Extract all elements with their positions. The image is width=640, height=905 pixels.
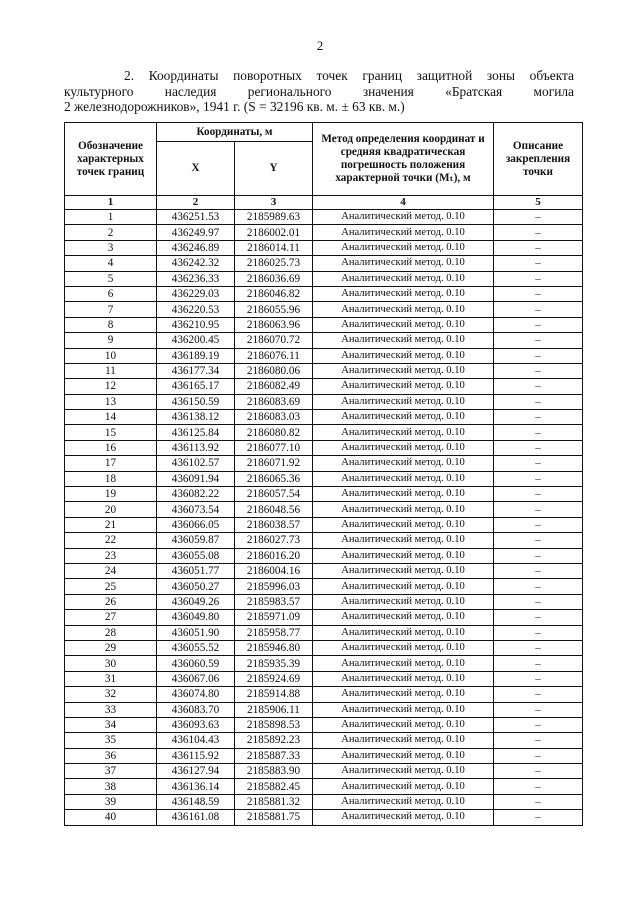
x-coordinate-cell: 436093.63	[157, 717, 235, 732]
table-row	[65, 517, 583, 532]
y-coordinate-cell: 2185883.90	[235, 764, 313, 779]
x-coordinate-cell: 436102.57	[157, 456, 235, 471]
method-cell: Аналитический метод. 0.10	[313, 440, 494, 455]
point-number-cell: 25	[65, 579, 157, 594]
table-row	[65, 348, 583, 363]
y-coordinate-cell: 2186057.54	[235, 487, 313, 502]
description-cell: –	[494, 271, 583, 286]
table-row	[65, 286, 583, 301]
y-coordinate-cell: 2185887.33	[235, 748, 313, 763]
y-coordinate-cell: 2186070.72	[235, 333, 313, 348]
method-cell: Аналитический метод. 0.10	[313, 348, 494, 363]
description-cell: –	[494, 240, 583, 255]
point-number-cell: 33	[65, 702, 157, 717]
y-coordinate-cell: 2186083.03	[235, 410, 313, 425]
x-coordinate-cell: 436074.80	[157, 687, 235, 702]
table-row	[65, 456, 583, 471]
description-cell: –	[494, 702, 583, 717]
table-row	[65, 610, 583, 625]
description-cell: –	[494, 379, 583, 394]
point-number-cell: 37	[65, 764, 157, 779]
point-number-cell: 26	[65, 594, 157, 609]
x-coordinate-cell: 436177.34	[157, 363, 235, 378]
y-coordinate-cell: 2185924.69	[235, 671, 313, 686]
description-cell: –	[494, 317, 583, 332]
header-y: Y	[235, 142, 313, 196]
point-number-cell: 32	[65, 687, 157, 702]
table-row	[65, 379, 583, 394]
method-cell: Аналитический метод. 0.10	[313, 256, 494, 271]
x-coordinate-cell: 436161.08	[157, 810, 235, 825]
description-cell: –	[494, 671, 583, 686]
y-coordinate-cell: 2186077.10	[235, 440, 313, 455]
point-number-cell: 8	[65, 317, 157, 332]
point-number-cell: 19	[65, 487, 157, 502]
y-coordinate-cell: 2186048.56	[235, 502, 313, 517]
y-coordinate-cell: 2186082.49	[235, 379, 313, 394]
point-number-cell: 23	[65, 548, 157, 563]
description-cell: –	[494, 456, 583, 471]
y-coordinate-cell: 2186071.92	[235, 456, 313, 471]
description-cell: –	[494, 487, 583, 502]
x-coordinate-cell: 436055.08	[157, 548, 235, 563]
y-coordinate-cell: 2186055.96	[235, 302, 313, 317]
header-x: X	[157, 142, 235, 196]
x-coordinate-cell: 436051.90	[157, 625, 235, 640]
method-cell: Аналитический метод. 0.10	[313, 579, 494, 594]
point-number-cell: 13	[65, 394, 157, 409]
table-row	[65, 210, 583, 225]
description-cell: –	[494, 533, 583, 548]
description-cell: –	[494, 687, 583, 702]
heading-line-1: 2. Координаты поворотных точек границ защитной зоны объекта	[124, 68, 574, 83]
y-coordinate-cell: 2186004.16	[235, 563, 313, 578]
point-number-cell: 34	[65, 717, 157, 732]
method-cell: Аналитический метод. 0.10	[313, 764, 494, 779]
description-cell: –	[494, 548, 583, 563]
point-number-cell: 38	[65, 779, 157, 794]
x-coordinate-cell: 436138.12	[157, 410, 235, 425]
table-row	[65, 425, 583, 440]
table-row	[65, 533, 583, 548]
method-cell: Аналитический метод. 0.10	[313, 271, 494, 286]
method-cell: Аналитический метод. 0.10	[313, 456, 494, 471]
point-number-cell: 1	[65, 210, 157, 225]
method-cell: Аналитический метод. 0.10	[313, 517, 494, 532]
y-coordinate-cell: 2185996.03	[235, 579, 313, 594]
heading-line-3: 2 железнодорожников», 1941 г. (S = 32196 кв. м. ± 63 кв. м.)	[64, 99, 405, 114]
y-coordinate-cell: 2186036.69	[235, 271, 313, 286]
table-row	[65, 733, 583, 748]
x-coordinate-cell: 436125.84	[157, 425, 235, 440]
y-coordinate-cell: 2186076.11	[235, 348, 313, 363]
point-number-cell: 10	[65, 348, 157, 363]
header-point-designation: Обозначение характерных точек границ	[65, 123, 157, 196]
y-coordinate-cell: 2185946.80	[235, 640, 313, 655]
description-cell: –	[494, 640, 583, 655]
point-number-cell: 3	[65, 240, 157, 255]
description-cell: –	[494, 748, 583, 763]
point-number-cell: 40	[65, 810, 157, 825]
point-number-cell: 15	[65, 425, 157, 440]
description-cell: –	[494, 810, 583, 825]
point-number-cell: 36	[65, 748, 157, 763]
table-row	[65, 794, 583, 809]
x-coordinate-cell: 436165.17	[157, 379, 235, 394]
x-coordinate-cell: 436067.06	[157, 671, 235, 686]
x-coordinate-cell: 436127.94	[157, 764, 235, 779]
description-cell: –	[494, 502, 583, 517]
method-cell: Аналитический метод. 0.10	[313, 794, 494, 809]
description-cell: –	[494, 779, 583, 794]
column-number: 3	[235, 196, 313, 210]
x-coordinate-cell: 436055.52	[157, 640, 235, 655]
y-coordinate-cell: 2186080.06	[235, 363, 313, 378]
table-row	[65, 764, 583, 779]
method-cell: Аналитический метод. 0.10	[313, 810, 494, 825]
method-cell: Аналитический метод. 0.10	[313, 717, 494, 732]
method-cell: Аналитический метод. 0.10	[313, 733, 494, 748]
x-coordinate-cell: 436082.22	[157, 487, 235, 502]
description-cell: –	[494, 717, 583, 732]
method-cell: Аналитический метод. 0.10	[313, 302, 494, 317]
point-number-cell: 30	[65, 656, 157, 671]
y-coordinate-cell: 2186080.82	[235, 425, 313, 440]
description-cell: –	[494, 425, 583, 440]
column-number: 2	[157, 196, 235, 210]
table-row	[65, 702, 583, 717]
table-row	[65, 594, 583, 609]
description-cell: –	[494, 733, 583, 748]
method-cell: Аналитический метод. 0.10	[313, 286, 494, 301]
table-body	[65, 210, 583, 826]
method-cell: Аналитический метод. 0.10	[313, 779, 494, 794]
y-coordinate-cell: 2186083.69	[235, 394, 313, 409]
description-cell: –	[494, 563, 583, 578]
column-number: 4	[313, 196, 494, 210]
x-coordinate-cell: 436220.53	[157, 302, 235, 317]
method-cell: Аналитический метод. 0.10	[313, 425, 494, 440]
table-row	[65, 563, 583, 578]
x-coordinate-cell: 436050.27	[157, 579, 235, 594]
header-coordinates: Координаты, м	[157, 123, 313, 142]
method-cell: Аналитический метод. 0.10	[313, 363, 494, 378]
point-number-cell: 12	[65, 379, 157, 394]
page-number: 2	[316, 38, 324, 53]
x-coordinate-cell: 436200.45	[157, 333, 235, 348]
x-coordinate-cell: 436229.03	[157, 286, 235, 301]
description-cell: –	[494, 348, 583, 363]
y-coordinate-cell: 2186027.73	[235, 533, 313, 548]
x-coordinate-cell: 436083.70	[157, 702, 235, 717]
table-row	[65, 810, 583, 825]
table-row	[65, 625, 583, 640]
x-coordinate-cell: 436091.94	[157, 471, 235, 486]
y-coordinate-cell: 2186016.20	[235, 548, 313, 563]
y-coordinate-cell: 2185914.88	[235, 687, 313, 702]
point-number-cell: 27	[65, 610, 157, 625]
point-number-cell: 16	[65, 440, 157, 455]
point-number-cell: 39	[65, 794, 157, 809]
header-method: Метод определения координат и средняя квадратическая погрешность положения характерной точки (Mₜ), м	[313, 123, 494, 196]
table-row	[65, 502, 583, 517]
x-coordinate-cell: 436148.59	[157, 794, 235, 809]
column-number: 5	[494, 196, 583, 210]
table-row	[65, 671, 583, 686]
table-row	[65, 363, 583, 378]
table-row	[65, 271, 583, 286]
description-cell: –	[494, 625, 583, 640]
method-cell: Аналитический метод. 0.10	[313, 671, 494, 686]
y-coordinate-cell: 2185989.63	[235, 210, 313, 225]
description-cell: –	[494, 764, 583, 779]
y-coordinate-cell: 2185935.39	[235, 656, 313, 671]
header-description: Описание закрепления точки	[494, 123, 583, 196]
x-coordinate-cell: 436051.77	[157, 563, 235, 578]
y-coordinate-cell: 2186014.11	[235, 240, 313, 255]
method-cell: Аналитический метод. 0.10	[313, 333, 494, 348]
description-cell: –	[494, 394, 583, 409]
description-cell: –	[494, 302, 583, 317]
table-row	[65, 548, 583, 563]
table-row	[65, 302, 583, 317]
point-number-cell: 35	[65, 733, 157, 748]
description-cell: –	[494, 256, 583, 271]
y-coordinate-cell: 2186038.57	[235, 517, 313, 532]
point-number-cell: 7	[65, 302, 157, 317]
table-row	[65, 471, 583, 486]
x-coordinate-cell: 436073.54	[157, 502, 235, 517]
x-coordinate-cell: 436242.32	[157, 256, 235, 271]
method-cell: Аналитический метод. 0.10	[313, 610, 494, 625]
table-row	[65, 394, 583, 409]
x-coordinate-cell: 436059.87	[157, 533, 235, 548]
x-coordinate-cell: 436249.97	[157, 225, 235, 240]
description-cell: –	[494, 363, 583, 378]
method-cell: Аналитический метод. 0.10	[313, 410, 494, 425]
point-number-cell: 5	[65, 271, 157, 286]
x-coordinate-cell: 436066.05	[157, 517, 235, 532]
y-coordinate-cell: 2186046.82	[235, 286, 313, 301]
table-row	[65, 317, 583, 332]
y-coordinate-cell: 2185983.57	[235, 594, 313, 609]
y-coordinate-cell: 2186025.73	[235, 256, 313, 271]
method-cell: Аналитический метод. 0.10	[313, 317, 494, 332]
heading-line-2: культурного наследия регионального значения «Братская могила	[64, 83, 574, 99]
table-row	[65, 333, 583, 348]
point-number-cell: 29	[65, 640, 157, 655]
x-coordinate-cell: 436115.92	[157, 748, 235, 763]
description-cell: –	[494, 579, 583, 594]
method-cell: Аналитический метод. 0.10	[313, 487, 494, 502]
description-cell: –	[494, 471, 583, 486]
y-coordinate-cell: 2185882.45	[235, 779, 313, 794]
method-cell: Аналитический метод. 0.10	[313, 656, 494, 671]
point-number-cell: 31	[65, 671, 157, 686]
section-heading	[64, 68, 574, 115]
y-coordinate-cell: 2186063.96	[235, 317, 313, 332]
x-coordinate-cell: 436049.26	[157, 594, 235, 609]
table-row	[65, 779, 583, 794]
description-cell: –	[494, 333, 583, 348]
table-row	[65, 240, 583, 255]
x-coordinate-cell: 436210.95	[157, 317, 235, 332]
y-coordinate-cell: 2185881.75	[235, 810, 313, 825]
y-coordinate-cell: 2185892.23	[235, 733, 313, 748]
x-coordinate-cell: 436236.33	[157, 271, 235, 286]
x-coordinate-cell: 436136.14	[157, 779, 235, 794]
method-cell: Аналитический метод. 0.10	[313, 471, 494, 486]
table-row	[65, 748, 583, 763]
table-row	[65, 410, 583, 425]
point-number-cell: 2	[65, 225, 157, 240]
point-number-cell: 4	[65, 256, 157, 271]
method-cell: Аналитический метод. 0.10	[313, 625, 494, 640]
method-cell: Аналитический метод. 0.10	[313, 702, 494, 717]
y-coordinate-cell: 2186002.01	[235, 225, 313, 240]
description-cell: –	[494, 410, 583, 425]
point-number-cell: 20	[65, 502, 157, 517]
method-cell: Аналитический метод. 0.10	[313, 533, 494, 548]
method-cell: Аналитический метод. 0.10	[313, 687, 494, 702]
x-coordinate-cell: 436150.59	[157, 394, 235, 409]
point-number-cell: 21	[65, 517, 157, 532]
point-number-cell: 9	[65, 333, 157, 348]
point-number-cell: 24	[65, 563, 157, 578]
x-coordinate-cell: 436251.53	[157, 210, 235, 225]
table-row	[65, 225, 583, 240]
method-cell: Аналитический метод. 0.10	[313, 748, 494, 763]
point-number-cell: 14	[65, 410, 157, 425]
coordinates-table	[64, 122, 583, 826]
x-coordinate-cell: 436113.92	[157, 440, 235, 455]
table-row	[65, 687, 583, 702]
description-cell: –	[494, 225, 583, 240]
y-coordinate-cell: 2185971.09	[235, 610, 313, 625]
y-coordinate-cell: 2185898.53	[235, 717, 313, 732]
method-cell: Аналитический метод. 0.10	[313, 240, 494, 255]
method-cell: Аналитический метод. 0.10	[313, 640, 494, 655]
point-number-cell: 18	[65, 471, 157, 486]
y-coordinate-cell: 2185906.11	[235, 702, 313, 717]
point-number-cell: 17	[65, 456, 157, 471]
method-cell: Аналитический метод. 0.10	[313, 563, 494, 578]
y-coordinate-cell: 2185958.77	[235, 625, 313, 640]
point-number-cell: 6	[65, 286, 157, 301]
description-cell: –	[494, 594, 583, 609]
point-number-cell: 11	[65, 363, 157, 378]
x-coordinate-cell: 436060.59	[157, 656, 235, 671]
description-cell: –	[494, 210, 583, 225]
method-cell: Аналитический метод. 0.10	[313, 394, 494, 409]
y-coordinate-cell: 2186065.36	[235, 471, 313, 486]
table-row	[65, 487, 583, 502]
table-row	[65, 579, 583, 594]
y-coordinate-cell: 2185881.32	[235, 794, 313, 809]
description-cell: –	[494, 286, 583, 301]
x-coordinate-cell: 436246.89	[157, 240, 235, 255]
description-cell: –	[494, 794, 583, 809]
table-row	[65, 656, 583, 671]
table-row	[65, 440, 583, 455]
method-cell: Аналитический метод. 0.10	[313, 225, 494, 240]
description-cell: –	[494, 440, 583, 455]
x-coordinate-cell: 436049.80	[157, 610, 235, 625]
point-number-cell: 22	[65, 533, 157, 548]
x-coordinate-cell: 436104.43	[157, 733, 235, 748]
table-row	[65, 256, 583, 271]
method-cell: Аналитический метод. 0.10	[313, 502, 494, 517]
table-row	[65, 640, 583, 655]
description-cell: –	[494, 610, 583, 625]
x-coordinate-cell: 436189.19	[157, 348, 235, 363]
description-cell: –	[494, 517, 583, 532]
method-cell: Аналитический метод. 0.10	[313, 548, 494, 563]
method-cell: Аналитический метод. 0.10	[313, 594, 494, 609]
description-cell: –	[494, 656, 583, 671]
column-number: 1	[65, 196, 157, 210]
method-cell: Аналитический метод. 0.10	[313, 210, 494, 225]
point-number-cell: 28	[65, 625, 157, 640]
table-row	[65, 717, 583, 732]
method-cell: Аналитический метод. 0.10	[313, 379, 494, 394]
